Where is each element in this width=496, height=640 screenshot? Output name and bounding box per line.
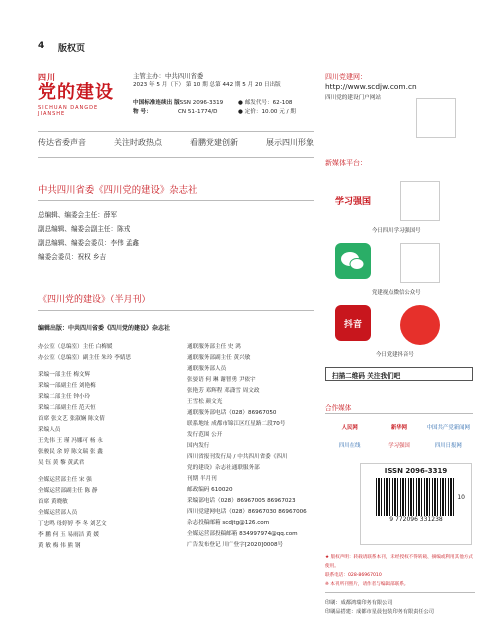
douyin-caption: 今日党建抖音号 xyxy=(376,352,414,358)
staff-list xyxy=(38,208,139,264)
slogan-nav xyxy=(38,137,314,148)
staff-entry: 采编二部主任 钟小玲 xyxy=(38,394,91,400)
staff-entry: 国内发行 xyxy=(187,443,210,449)
slogan-item: 关注时政热点 xyxy=(114,138,162,147)
staff-entry: 办公室（总编室）主任 白梅媛 xyxy=(38,344,113,350)
price: ● 定价：10.00 元 / 期 xyxy=(238,109,296,115)
site-desc: 四川党的建设门户网站 xyxy=(325,95,381,101)
partner-logo: 学习强国 xyxy=(388,443,410,449)
divider xyxy=(325,413,473,414)
staff-entry: 四川省报刊发行局 / 中共四川省委《四川 xyxy=(187,454,288,460)
slogan-item: 展示四川形象 xyxy=(266,138,314,147)
staff-entry: 丁忠鸣 母婷婷 李 冬 刘艺文 xyxy=(38,521,107,527)
slogan-item: 传达省委声音 xyxy=(38,138,86,147)
staff-entry: 采编人员 xyxy=(38,427,61,433)
notes-block xyxy=(325,553,475,589)
issn-block xyxy=(178,99,226,117)
staff-entry: 张晏语 何 琳 谢智勇 尹依宇 xyxy=(187,377,256,383)
staff-entry: 全媒运营部主任 宋 强 xyxy=(38,477,92,483)
staff-entry: 广告发布登记 川广登字[2020]0008号 xyxy=(187,542,284,548)
staff-entry: 通联服务部电话（028）86967050 xyxy=(187,410,277,416)
magazine-title: 中共四川省委《四川党的建设》杂志社 xyxy=(38,185,198,196)
issn-number: ISSN 2096-3319 xyxy=(178,100,224,106)
divider xyxy=(38,131,314,132)
logo-en: SICHUAN DANGDE JIANSHE xyxy=(38,105,99,117)
logo-mark: 四川 xyxy=(38,73,56,82)
staff-entry: 王先伟 王 瑾 冯娜可 杨 永 xyxy=(38,438,103,444)
staff-line: 副总编辑、编委会副主任：陈戎 xyxy=(38,225,131,233)
pub-line2: 2023 年 5 月（下） 第 10 期 总第 442 期 5 月 20 日出版 xyxy=(133,82,281,88)
editor-line: 编辑出版：中共四川省委《四川党的建设》杂志社 xyxy=(38,325,171,332)
douyin-badge-icon xyxy=(400,305,440,345)
staff-column-2 xyxy=(187,342,319,551)
magazine-logo xyxy=(38,72,118,117)
partner-logo: 中国共产党新闻网 xyxy=(426,425,470,431)
staff-entry: 全媒运营部人员 xyxy=(38,510,78,516)
douyin-label: 抖音 xyxy=(343,320,362,330)
barcode-number: 9 772096 331238 xyxy=(389,516,443,523)
staff-entry: 采编部电话（028）86967005 86967023 xyxy=(187,498,296,504)
site-title: 四川党建网： xyxy=(325,73,367,81)
partner-logo: 新华网 xyxy=(390,425,408,431)
wechat-caption: 党建视点微信公众号 xyxy=(372,290,421,296)
scan-prompt: 扫描二维码 关注我们吧 xyxy=(325,367,473,381)
wechat-bubbles-icon xyxy=(335,243,371,279)
staff-entry: 采编二部副主任 范天恒 xyxy=(38,405,96,411)
partners-title: 合作媒体 xyxy=(325,404,352,412)
staff-entry: 全媒运营部投稿邮箱 834997974@qq.com xyxy=(187,531,298,537)
wechat-qr-code xyxy=(400,243,440,283)
staff-entry: 首席 张文艺 张淑娴 陈文倩 xyxy=(38,416,105,422)
xuexi-qr-code xyxy=(400,181,440,221)
printer-block xyxy=(325,599,475,617)
partner-logo: 四川在线 xyxy=(338,443,361,449)
slogan-item: 看鹏党建创新 xyxy=(190,138,238,147)
staff-entry: 采编一部副主任 刘艳梅 xyxy=(38,383,96,389)
staff-entry: 党的建设》杂志社通联服务部 xyxy=(187,465,260,471)
staff-line: 副总编辑、编委会委员：李伟 孟鑫 xyxy=(38,239,140,247)
divider xyxy=(38,157,314,158)
staff-entry: 吴 钰 黄 黎 黄武君 xyxy=(38,460,85,466)
photo-note: ※ 本刊所刊照片，请作者与编辑部联系。 xyxy=(325,582,409,587)
issn-barcode xyxy=(360,463,472,545)
cn-number: CN 51-1774/D xyxy=(178,109,218,115)
page-title: 版权页 xyxy=(58,44,86,54)
staff-entry: 发行范围 公开 xyxy=(187,432,223,438)
staff-entry: 通联服务部副主任 黄兴敏 xyxy=(187,355,251,361)
slogan-bar xyxy=(38,131,314,132)
site-qr-code xyxy=(416,98,456,138)
staff-entry: 王雪松 颜文光 xyxy=(187,399,223,405)
staff-entry: 张艳芳 邓辉程 邓潇雪 周文政 xyxy=(187,388,260,394)
staff-entry: 办公室（总编室）副主任 朱玲 李婧思 xyxy=(38,355,132,361)
partner-logo: 四川日报网 xyxy=(434,443,462,449)
staff-entry: 通联服务部人员 xyxy=(187,366,227,372)
staff-entry: 杂志投稿邮箱 scdjtg@126.com xyxy=(187,520,270,526)
staff-entry: 刊期 半月刊 xyxy=(187,476,217,482)
postal-block xyxy=(238,99,318,117)
site-url[interactable]: http://www.scdjw.com.cn xyxy=(325,82,417,91)
pub-line1: 主管主办：中共四川省委 xyxy=(133,72,204,80)
staff-entry: 通联服务部主任 史 鸿 xyxy=(187,344,241,350)
copyright-note: ★ 版权声明：转载请联系本刊，未经授权不得转载、摘编或利用其他方式使用。 xyxy=(325,555,473,569)
publication-info xyxy=(133,72,313,90)
douyin-logo xyxy=(335,305,371,341)
partners-grid xyxy=(325,423,473,449)
staff-entry: 首席 黄晓敏 xyxy=(38,499,68,505)
issn-label: 中国标准连续出 版 物 号： xyxy=(133,100,180,115)
staff-entry: 四川党建网电话（028）86967030 86967006 xyxy=(187,509,307,515)
postal-code: ● 邮发代号：62-108 xyxy=(238,100,293,106)
staff-entry: 全媒运营部副主任 陈 静 xyxy=(38,488,98,494)
wechat-icon xyxy=(335,243,371,279)
staff-entry: 黄 敏 梅 伟 熊 钢 xyxy=(38,543,81,549)
barcode-suffix: 10 xyxy=(457,494,465,501)
divider xyxy=(38,310,314,311)
distributor: 印刷品搭建：成都市星晨包装印务有限责任公司 xyxy=(325,609,434,615)
staff-column-1 xyxy=(38,342,180,552)
staff-entry: 联系地址 成都市锦江区红星路二段70号 xyxy=(187,421,286,427)
printer: 印刷：成都鸿瑞印务有限公司 xyxy=(325,600,393,606)
staff-line: 编委会委员：祝权 乡吉 xyxy=(38,253,107,261)
contact-note: 联系电话：028-86967010 xyxy=(325,573,382,578)
barcode-bars xyxy=(376,478,456,516)
staff-entry: 邮政编码 610020 xyxy=(187,487,233,493)
staff-line: 总编辑、编委会主任：薛军 xyxy=(38,211,118,219)
xuexi-logo xyxy=(335,181,371,217)
new-media-title: 新媒体平台： xyxy=(325,159,367,167)
page-number: 4 xyxy=(38,41,45,51)
xuexi-caption: 今日四川学习强国号 xyxy=(372,228,421,234)
divider xyxy=(325,592,475,593)
semimonthly-title: 《四川党的建设》（半月刊） xyxy=(38,295,151,305)
xuexi-label: 学习强国 xyxy=(335,197,372,207)
staff-entry: 李 鹏 何 玉 易雨洁 黄 媛 xyxy=(38,532,100,538)
staff-entry: 采编一部主任 梅文辉 xyxy=(38,372,91,378)
partner-logo: 人民网 xyxy=(341,425,358,431)
staff-entry: 张骏民 余 婷 陈文瑞 张 鑫 xyxy=(38,449,103,455)
barcode-issn: ISSN 2096-3319 xyxy=(384,467,448,475)
divider xyxy=(38,200,314,201)
logo-main: 党的建设 xyxy=(38,82,114,103)
